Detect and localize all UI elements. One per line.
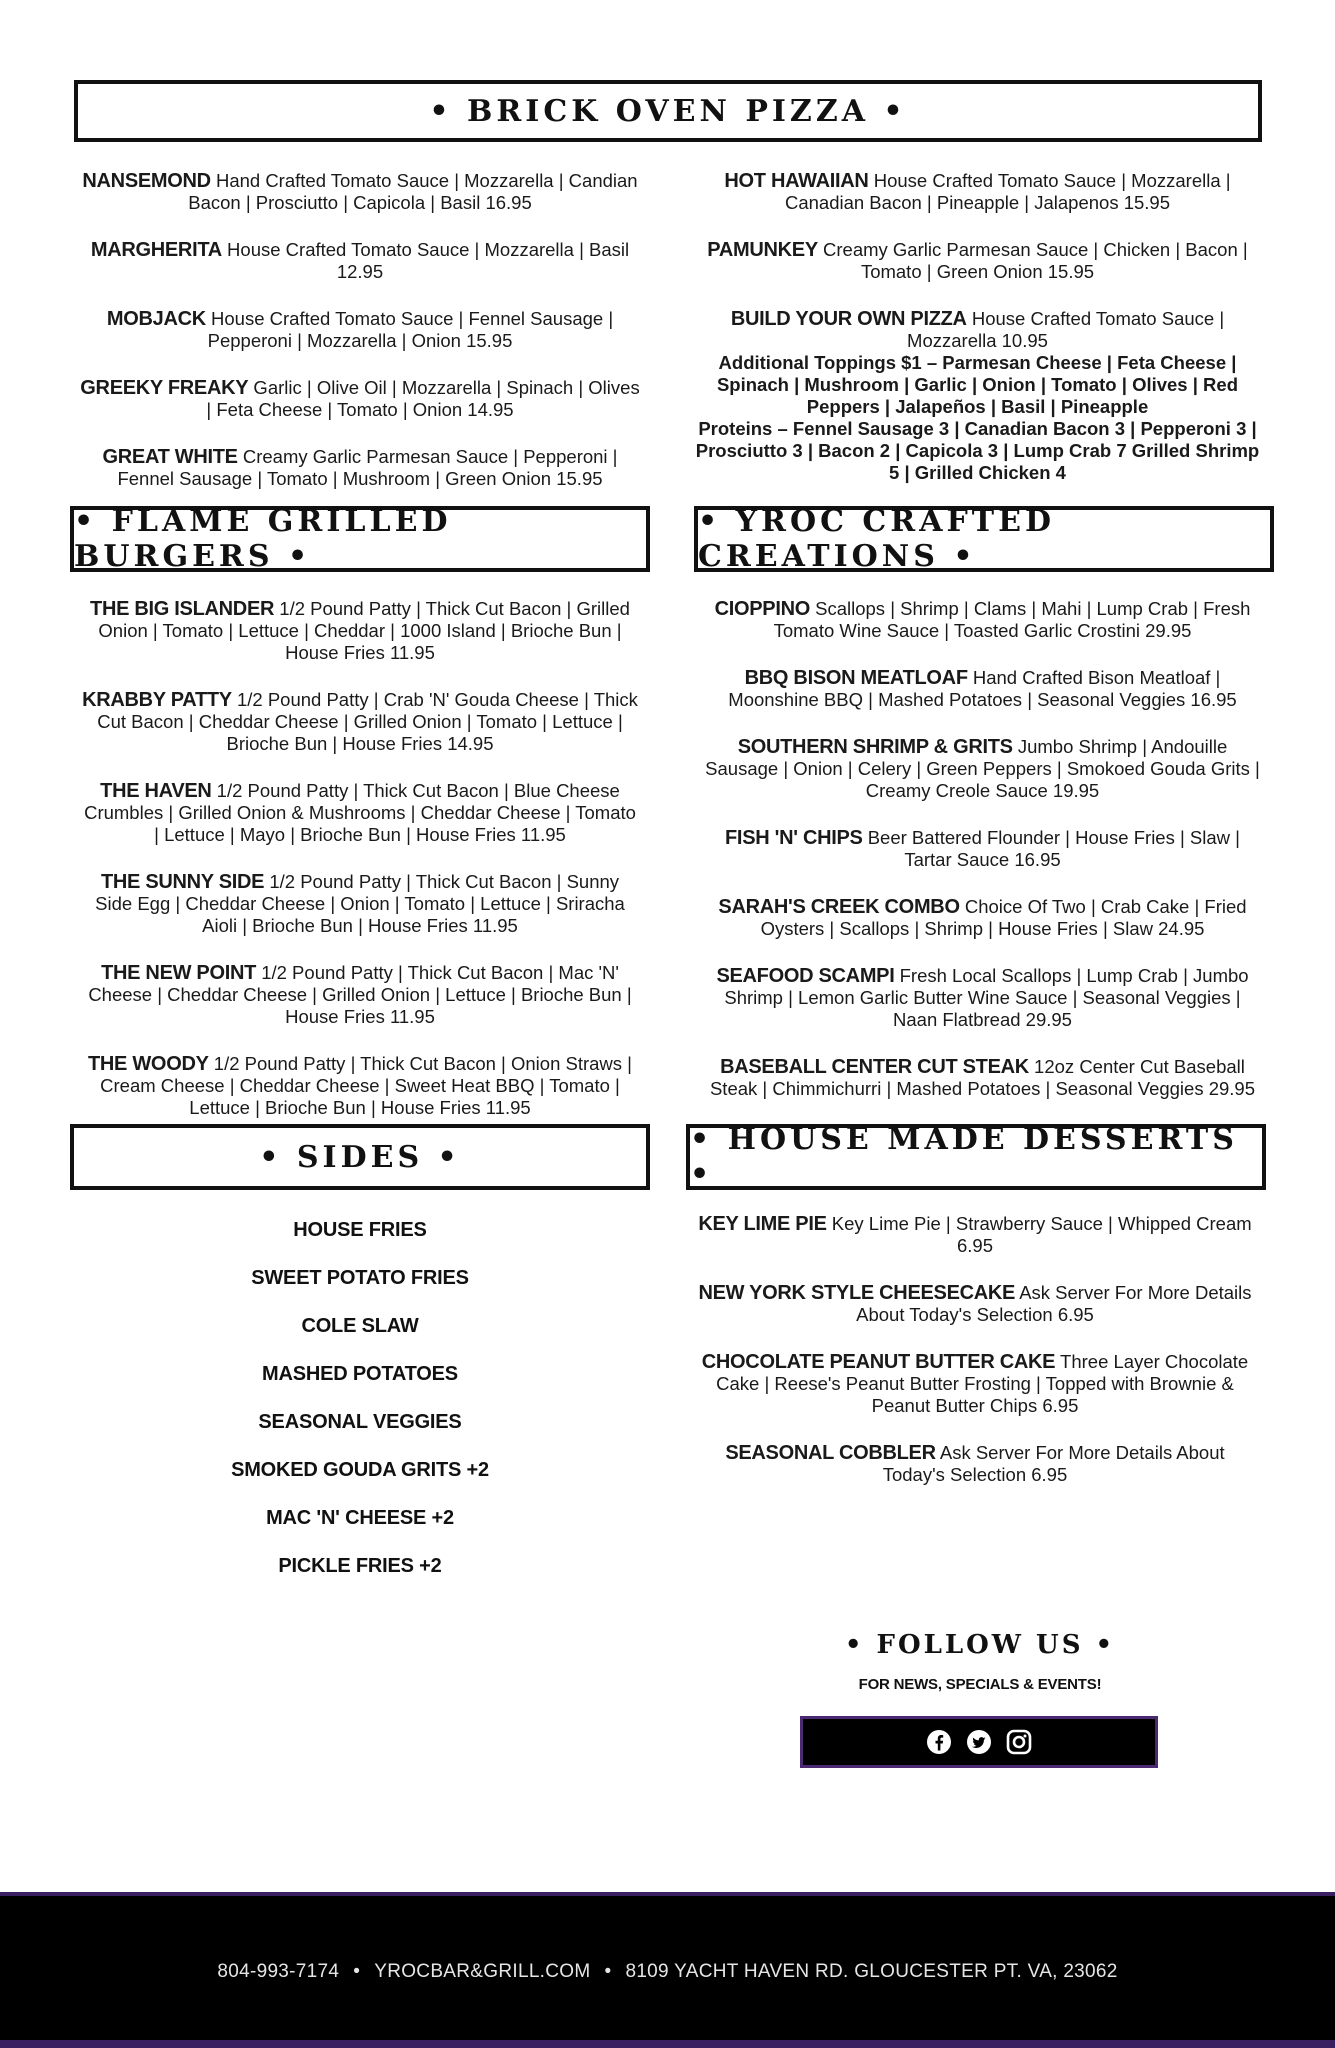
menu-item bbox=[80, 239, 640, 283]
side-item: HOUSE FRIES bbox=[293, 1219, 427, 1241]
item-name: NANSEMOND bbox=[82, 170, 211, 192]
item-name: SOUTHERN SHRIMP & GRITS bbox=[737, 736, 1013, 758]
item-name: SEAFOOD SCAMPI bbox=[716, 965, 895, 987]
item-name: CIOPPINO bbox=[714, 598, 810, 620]
footer-bar bbox=[0, 1892, 1335, 2048]
footer-accent-strip bbox=[0, 2040, 1335, 2048]
desserts-column bbox=[695, 1213, 1255, 1511]
item-description: House Crafted Tomato Sauce | Fennel Sausage | Pepperoni | Mozzarella | Onion 15.95 bbox=[205, 308, 614, 351]
follow-us-subtitle: FOR NEWS, SPECIALS & EVENTS! bbox=[858, 1676, 1102, 1693]
proteins: Proteins – Fennel Sausage 3 | Canadian Bacon 3 | Pepperoni 3 | Prosciutto 3 | Bacon 2 | Capicola 3 | Lump Crab 7 Grilled Shrimp 5 | Grilled Chicken 4 bbox=[695, 418, 1260, 483]
facebook-icon[interactable] bbox=[926, 1729, 952, 1755]
item-description: 1/2 Pound Patty | Thick Cut Bacon | Sunny Side Egg | Cheddar Cheese | Onion | Tomato | Lettuce | Sriracha Aioli | Brioche Bun | House Fries 11.95 bbox=[95, 871, 625, 936]
menu-item bbox=[705, 965, 1260, 1031]
menu-item bbox=[80, 598, 640, 664]
item-name: THE SUNNY SIDE bbox=[100, 871, 265, 893]
item-description: Choice Of Two | Crab Cake | Fried Oysters | Scallops | Shrimp | House Fries | Slaw 24.95 bbox=[760, 896, 1247, 939]
menu-item bbox=[695, 1213, 1255, 1257]
item-description: 1/2 Pound Patty | Crab 'N' Gouda Cheese | Thick Cut Bacon | Cheddar Cheese | Grilled Onion | Tomato | Lettuce | Brioche Bun | House Fries 14.95 bbox=[97, 689, 638, 754]
menu-item bbox=[695, 170, 1260, 214]
side-item: MAC 'N' CHEESE +2 bbox=[266, 1507, 454, 1529]
item-name: PAMUNKEY bbox=[707, 239, 818, 261]
side-item: MASHED POTATOES bbox=[262, 1363, 458, 1385]
side-item: SEASONAL VEGGIES bbox=[258, 1411, 462, 1433]
item-name: GREEKY FREAKY bbox=[80, 377, 249, 399]
menu-item bbox=[80, 871, 640, 937]
menu-item bbox=[695, 1282, 1255, 1326]
item-description: Fresh Local Scallops | Lump Crab | Jumbo Shrimp | Lemon Garlic Butter Wine Sauce | Seasonal Veggies | Naan Flatbread 29.95 bbox=[724, 965, 1249, 1030]
build-your-own-pizza bbox=[695, 308, 1260, 484]
menu-item bbox=[695, 1351, 1255, 1417]
menu-item bbox=[705, 827, 1260, 871]
item-description: 1/2 Pound Patty | Thick Cut Bacon | Grilled Onion | Tomato | Lettuce | Cheddar | 1000 Island | Brioche Bun | House Fries 11.95 bbox=[98, 598, 630, 663]
item-name: SEASONAL COBBLER bbox=[725, 1442, 936, 1464]
instagram-icon[interactable] bbox=[1006, 1729, 1032, 1755]
pizza-right-column bbox=[695, 170, 1260, 484]
item-name: HOT HAWAIIAN bbox=[724, 170, 869, 192]
additional-toppings: Additional Toppings $1 – Parmesan Cheese | Feta Cheese | Spinach | Mushroom | Garlic | Onion | Tomato | Olives | Red Peppers | Jalapeños | Basil | Pineapple bbox=[716, 352, 1239, 417]
item-name: THE WOODY bbox=[88, 1053, 209, 1075]
menu-item bbox=[695, 1442, 1255, 1486]
menu-item bbox=[80, 962, 640, 1028]
item-name: KRABBY PATTY bbox=[82, 689, 232, 711]
house-made-desserts-header: • HOUSE MADE DESSERTS • bbox=[686, 1124, 1266, 1190]
follow-us-title: • FOLLOW US • bbox=[844, 1630, 1116, 1660]
side-item: PICKLE FRIES +2 bbox=[278, 1555, 442, 1577]
item-name: BBQ BISON MEATLOAF bbox=[744, 667, 968, 689]
item-name: SARAH'S CREEK COMBO bbox=[718, 896, 960, 918]
menu-item bbox=[80, 446, 640, 490]
item-description: Beer Battered Flounder | House Fries | Slaw | Tartar Sauce 16.95 bbox=[862, 827, 1240, 870]
social-links-bar bbox=[800, 1716, 1158, 1768]
item-description: 1/2 Pound Patty | Thick Cut Bacon | Blue Cheese Crumbles | Grilled Onion & Mushrooms | Cheddar Cheese | Tomato | Lettuce | Mayo | Brioche Bun | House Fries 11.95 bbox=[84, 780, 636, 845]
item-name: BUILD YOUR OWN PIZZA bbox=[730, 308, 967, 330]
item-description: Three Layer Chocolate Cake | Reese's Peanut Butter Frosting | Topped with Brownie & Peanut Butter Chips 6.95 bbox=[716, 1351, 1249, 1416]
menu-item bbox=[705, 736, 1260, 802]
item-description: House Crafted Tomato Sauce | Mozzarella | Canadian Bacon | Pineapple | Jalapenos 15.95 bbox=[784, 170, 1231, 213]
item-description: House Crafted Tomato Sauce | Mozzarella | Basil 12.95 bbox=[221, 239, 630, 282]
item-description: 1/2 Pound Patty | Thick Cut Bacon | Onion Straws | Cream Cheese | Cheddar Cheese | Sweet Heat BBQ | Tomato | Lettuce | Brioche Bun | House Fries 11.95 bbox=[100, 1053, 632, 1118]
item-name: BASEBALL CENTER CUT STEAK bbox=[720, 1056, 1029, 1078]
sides-column bbox=[80, 1206, 640, 1590]
menu-item bbox=[705, 667, 1260, 711]
menu-item bbox=[80, 377, 640, 421]
item-description: 12oz Center Cut Baseball Steak | Chimmichurri | Mashed Potatoes | Seasonal Veggies 29.95 bbox=[709, 1056, 1256, 1099]
pizza-left-column bbox=[80, 170, 640, 515]
side-item: SWEET POTATO FRIES bbox=[251, 1267, 469, 1289]
menu-item bbox=[80, 689, 640, 755]
item-name: MOBJACK bbox=[106, 308, 206, 330]
menu-item bbox=[80, 780, 640, 846]
sides-header: • SIDES • bbox=[70, 1124, 650, 1190]
menu-item bbox=[695, 239, 1260, 283]
item-description: Jumbo Shrimp | Andouille Sausage | Onion | Celery | Green Peppers | Smokoed Gouda Grits | Creamy Creole Sauce 19.95 bbox=[705, 736, 1260, 801]
item-description: Hand Crafted Tomato Sauce | Mozzarella | Candian Bacon | Prosciutto | Capicola | Basil 16.95 bbox=[188, 170, 638, 213]
burgers-column bbox=[80, 598, 640, 1144]
creations-column bbox=[705, 598, 1260, 1125]
item-name: NEW YORK STYLE CHEESECAKE bbox=[698, 1282, 1016, 1304]
item-name: GREAT WHITE bbox=[102, 446, 238, 468]
menu-item bbox=[80, 170, 640, 214]
item-name: CHOCOLATE PEANUT BUTTER CAKE bbox=[701, 1351, 1056, 1373]
side-item: COLE SLAW bbox=[301, 1315, 419, 1337]
item-name: THE NEW POINT bbox=[101, 962, 257, 984]
brick-oven-pizza-header: • BRICK OVEN PIZZA • bbox=[74, 80, 1262, 142]
side-item: SMOKED GOUDA GRITS +2 bbox=[231, 1459, 489, 1481]
item-description: Garlic | Olive Oil | Mozzarella | Spinach | Olives | Feta Cheese | Tomato | Onion 14.95 bbox=[206, 377, 640, 420]
menu-item bbox=[705, 896, 1260, 940]
item-description: House Crafted Tomato Sauce | Mozzarella 10.95 bbox=[907, 308, 1225, 351]
item-name: THE BIG ISLANDER bbox=[90, 598, 275, 620]
yroc-crafted-creations-header: • YROC CRAFTED CREATIONS • bbox=[694, 506, 1274, 572]
item-name: THE HAVEN bbox=[100, 780, 212, 802]
item-description: Hand Crafted Bison Meatloaf | Moonshine BBQ | Mashed Potatoes | Seasonal Veggies 16.95 bbox=[728, 667, 1237, 710]
footer-separator: • bbox=[604, 1961, 612, 1982]
flame-grilled-burgers-header: • FLAME GRILLED BURGERS • bbox=[70, 506, 650, 572]
item-description: 1/2 Pound Patty | Thick Cut Bacon | Mac 'N' Cheese | Cheddar Cheese | Grilled Onion | Lettuce | Brioche Bun | House Fries 11.95 bbox=[88, 962, 632, 1027]
item-description: Ask Server For More Details About Today's Selection 6.95 bbox=[856, 1282, 1252, 1325]
footer-address: 8109 YACHT HAVEN RD. GLOUCESTER PT. VA, 23062 bbox=[625, 1961, 1118, 1982]
menu-item bbox=[705, 598, 1260, 642]
menu-item bbox=[705, 1056, 1260, 1100]
footer-separator: • bbox=[353, 1961, 361, 1982]
item-description: Ask Server For More Details About Today's Selection 6.95 bbox=[882, 1442, 1225, 1485]
footer-phone[interactable]: 804-993-7174 bbox=[217, 1961, 340, 1982]
menu-item bbox=[80, 308, 640, 352]
item-name: KEY LIME PIE bbox=[698, 1213, 827, 1235]
item-description: Creamy Garlic Parmesan Sauce | Chicken | Bacon | Tomato | Green Onion 15.95 bbox=[817, 239, 1248, 282]
item-description: Scallops | Shrimp | Clams | Mahi | Lump Crab | Fresh Tomato Wine Sauce | Toasted Garlic Crostini 29.95 bbox=[773, 598, 1251, 641]
item-description: Key Lime Pie | Strawberry Sauce | Whipped Cream 6.95 bbox=[826, 1213, 1252, 1256]
item-name: FISH 'N' CHIPS bbox=[725, 827, 863, 849]
menu-item bbox=[80, 1053, 640, 1119]
item-name: MARGHERITA bbox=[90, 239, 222, 261]
twitter-icon[interactable] bbox=[966, 1729, 992, 1755]
item-description: Creamy Garlic Parmesan Sauce | Pepperoni | Fennel Sausage | Tomato | Mushroom | Green Onion 15.95 bbox=[117, 446, 618, 489]
footer-website[interactable]: YROCBAR&GRILL.COM bbox=[374, 1961, 591, 1982]
